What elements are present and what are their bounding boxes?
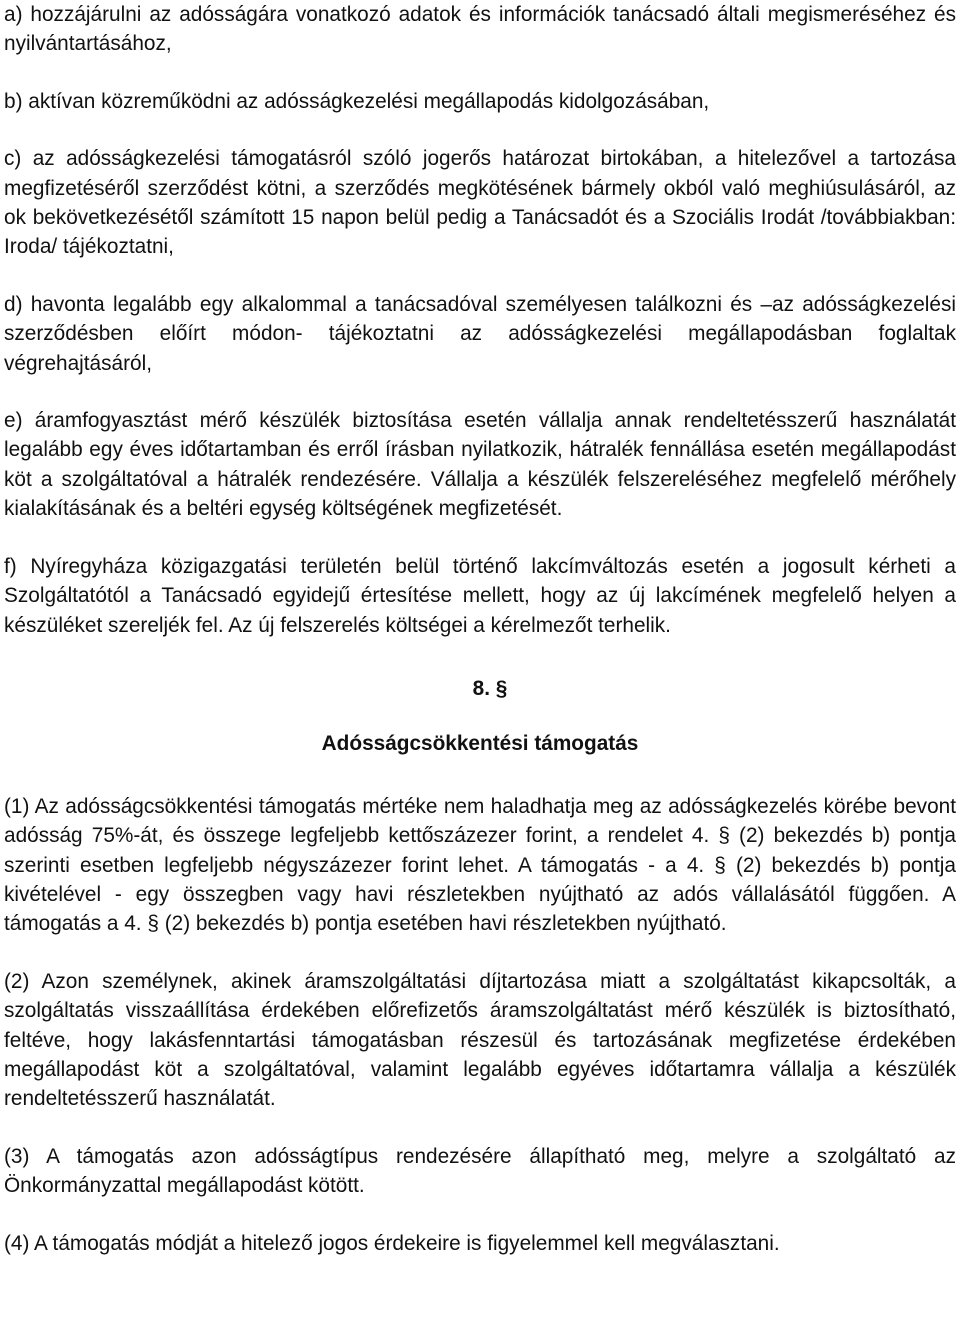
- paragraph-1: (1) Az adósságcsökkentési támogatás mértéke nem haladhatja meg az adósságkezelés körébe bevont adósság 75%-át, és összege legfeljebb kettőszázezer forint, a rendelet 4. § (2) bekezdés b) pontja szerinti esetben legfeljebb négyszázezer forint lehet. A támogatás - a 4. § (2) bekezdés b) pontja kivételével - egy összegben vagy havi részletekben nyújtható az adós vállalásától függően. A támogatás a 4. § (2) bekezdés b) pontja esetében havi részletekben nyújtható.: [4, 794, 956, 936]
- paragraph-3: (3) A támogatás azon adósságtípus rendezésére állapítható meg, melyre a szolgáltató az Önkormányzattal megállapodást kötött.: [4, 1144, 956, 1198]
- list-item-a: a) hozzájárulni az adósságára vonatkozó adatok és információk tanácsadó általi megismeréséhez és nyilvántartásához,: [4, 3, 956, 56]
- list-item-e: e) áramfogyasztást mérő készülék biztosítása esetén vállalja annak rendeltetésszerű használatát legalább egy éves időtartamban és erről írásban nyilatkozik, hátralék fennállása esetén megállapodást köt a szolgáltatóval a hátralék rendezésére. Vállalja a készülék felszereléséhez megfelelő mérőhely kialakításának és a beltéri egység költségének megfizetését.: [4, 409, 956, 521]
- list-item-b: b) aktívan közreműködni az adósságkezelési megállapodás kidolgozásában,: [4, 89, 710, 113]
- section-title: Adósságcsökkentési támogatás: [321, 732, 639, 756]
- list-item-c: c) az adósságkezelési támogatásról szóló jogerős határozat birtokában, a hitelezővel a tartozása megfizetéséről szerződést kötni, a szerződés megkötésének bármely okból való meghiúsulásáról, az ok bekövetkezésétől számított 15 napon belül pedig a Tanácsadót és a Szociális Irodát /továbbiakban: Iroda/ tájékoztatni,: [4, 147, 956, 259]
- section-number: 8. §: [472, 676, 508, 700]
- list-item-f: f) Nyíregyháza közigazgatási területén belül történő lakcímváltozás esetén a jogosult kérheti a Szolgáltatótól a Tanácsadó egyidejű értesítése mellett, hogy az új lakcímének megfelelő helyen a készüléket szereljék fel. Az új felszerelés költségei a kérelmezőt terhelik.: [4, 554, 956, 637]
- paragraph-4: (4) A támogatás módját a hitelező jogos érdekeire is figyelemmel kell megválasztani.: [4, 1231, 780, 1255]
- list-item-d: d) havonta legalább egy alkalommal a tanácsadóval személyesen találkozni és –az adósságkezelési szerződésben előírt módon- tájékoztatni az adósságkezelési megállapodásban foglaltak végrehajtásáról,: [4, 292, 956, 375]
- paragraph-2: (2) Azon személynek, akinek áramszolgáltatási díjtartozása miatt a szolgáltatást kikapcsolták, a szolgáltatás visszaállítása érdekében előrefizetős áramszolgáltatást mérő készülék is biztosítható, feltéve, hogy lakásfenntartási támogatásban részesül és tartozásának megfizetése érdekében megállapodást köt a szolgáltatóval, valamint legalább egyéves időtartamra vállalja a készülék rendeltetésszerű használatát.: [4, 969, 956, 1111]
- document-page: [4, 0, 956, 1258]
